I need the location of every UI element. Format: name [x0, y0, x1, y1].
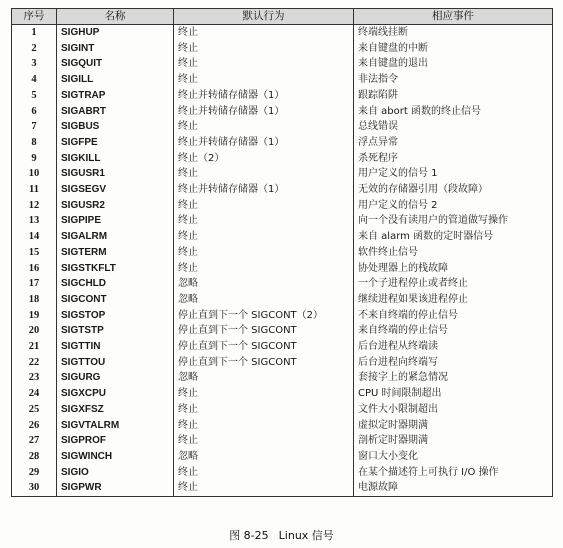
- signal-number: 25: [12, 402, 57, 418]
- signal-event: 软件终止信号: [354, 245, 553, 261]
- signal-default-action: 终止: [174, 119, 354, 135]
- signal-default-action: 忽略: [174, 449, 354, 465]
- table-row: [12, 402, 553, 418]
- signal-number: 23: [12, 370, 57, 386]
- signal-default-action: 终止: [174, 213, 354, 229]
- signal-event: 一个子进程停止或者终止: [354, 276, 553, 292]
- signal-name: SIGTERM: [57, 245, 174, 261]
- table-row: [12, 276, 553, 292]
- signal-default-action: 终止并转储存储器（1）: [174, 88, 354, 104]
- signal-name: SIGCONT: [57, 292, 174, 308]
- signal-event: 杀死程序: [354, 151, 553, 167]
- header-number: 序号: [12, 9, 57, 25]
- table-row: [12, 339, 553, 355]
- signal-name: SIGUSR1: [57, 166, 174, 182]
- table-row: [12, 418, 553, 434]
- signal-event: 用户定义的信号 2: [354, 198, 553, 214]
- table-row: [12, 433, 553, 449]
- signal-name: SIGBUS: [57, 119, 174, 135]
- signal-table-body: [12, 25, 553, 497]
- signal-default-action: 终止: [174, 41, 354, 57]
- signal-number: 12: [12, 198, 57, 214]
- signal-number: 8: [12, 135, 57, 151]
- signal-number: 13: [12, 213, 57, 229]
- table-row: [12, 119, 553, 135]
- signal-number: 29: [12, 465, 57, 481]
- signal-default-action: 终止: [174, 198, 354, 214]
- signal-event: 协处理器上的栈故障: [354, 261, 553, 277]
- signal-name: SIGQUIT: [57, 56, 174, 72]
- table-row: [12, 56, 553, 72]
- signal-event: 无效的存储器引用（段故障）: [354, 182, 553, 198]
- signal-name: SIGTTOU: [57, 355, 174, 371]
- figure-title: Linux 信号: [278, 529, 334, 542]
- table-row: [12, 166, 553, 182]
- table-row: [12, 261, 553, 277]
- table-row: [12, 323, 553, 339]
- header-event: 相应事件: [354, 9, 553, 25]
- signal-event: 后台进程从终端读: [354, 339, 553, 355]
- signal-event: 剖析定时器期满: [354, 433, 553, 449]
- signal-name: SIGXCPU: [57, 386, 174, 402]
- signal-default-action: 终止并转储存储器（1）: [174, 182, 354, 198]
- signal-default-action: 终止: [174, 25, 354, 41]
- signal-event: 不来自终端的停止信号: [354, 308, 553, 324]
- signal-default-action: 终止: [174, 402, 354, 418]
- signal-name: SIGVTALRM: [57, 418, 174, 434]
- signal-event: 向一个没有读用户的管道做写操作: [354, 213, 553, 229]
- signal-default-action: 停止直到下一个 SIGCONT（2）: [174, 308, 354, 324]
- signal-event: 跟踪陷阱: [354, 88, 553, 104]
- signal-default-action: 终止并转储存储器（1）: [174, 135, 354, 151]
- signal-name: SIGWINCH: [57, 449, 174, 465]
- signal-event: 来自 alarm 函数的定时器信号: [354, 229, 553, 245]
- signal-name: SIGINT: [57, 41, 174, 57]
- signal-number: 18: [12, 292, 57, 308]
- signal-number: 30: [12, 480, 57, 496]
- signal-number: 10: [12, 166, 57, 182]
- signal-number: 16: [12, 261, 57, 277]
- table-row: [12, 449, 553, 465]
- signal-number: 4: [12, 72, 57, 88]
- signal-default-action: 终止: [174, 418, 354, 434]
- signal-event: 非法指令: [354, 72, 553, 88]
- signal-default-action: 终止: [174, 386, 354, 402]
- signal-number: 19: [12, 308, 57, 324]
- signal-name: SIGSTKFLT: [57, 261, 174, 277]
- signal-event: 总线错误: [354, 119, 553, 135]
- signal-name: SIGILL: [57, 72, 174, 88]
- signal-default-action: 终止（2）: [174, 151, 354, 167]
- signal-name: SIGIO: [57, 465, 174, 481]
- signal-number: 27: [12, 433, 57, 449]
- signal-number: 14: [12, 229, 57, 245]
- signal-number: 7: [12, 119, 57, 135]
- table-row: [12, 229, 553, 245]
- signal-event: 继续进程如果该进程停止: [354, 292, 553, 308]
- table-row: [12, 465, 553, 481]
- table-row: [12, 135, 553, 151]
- signal-number: 3: [12, 56, 57, 72]
- header-default-action: 默认行为: [174, 9, 354, 25]
- signal-default-action: 终止: [174, 480, 354, 496]
- table-row: [12, 72, 553, 88]
- signal-name: SIGSTOP: [57, 308, 174, 324]
- table-row: [12, 480, 553, 496]
- table-row: [12, 151, 553, 167]
- signal-event: 终端线挂断: [354, 25, 553, 41]
- signal-default-action: 终止: [174, 261, 354, 277]
- figure-number: 图 8-25: [229, 529, 269, 542]
- signal-default-action: 停止直到下一个 SIGCONT: [174, 323, 354, 339]
- signal-event: CPU 时间限制超出: [354, 386, 553, 402]
- figure-caption: [0, 527, 563, 543]
- table-header-row: [12, 9, 553, 25]
- signal-name: SIGCHLD: [57, 276, 174, 292]
- signal-number: 24: [12, 386, 57, 402]
- signal-number: 11: [12, 182, 57, 198]
- signal-event: 来自键盘的中断: [354, 41, 553, 57]
- header-name: 名称: [57, 9, 174, 25]
- signal-number: 28: [12, 449, 57, 465]
- signal-default-action: 忽略: [174, 276, 354, 292]
- signal-name: SIGURG: [57, 370, 174, 386]
- signal-name: SIGXFSZ: [57, 402, 174, 418]
- signal-number: 21: [12, 339, 57, 355]
- signal-default-action: 终止并转储存储器（1）: [174, 104, 354, 120]
- table-row: [12, 292, 553, 308]
- signal-default-action: 终止: [174, 229, 354, 245]
- signal-number: 20: [12, 323, 57, 339]
- signal-name: SIGHUP: [57, 25, 174, 41]
- signal-name: SIGTRAP: [57, 88, 174, 104]
- signal-name: SIGALRM: [57, 229, 174, 245]
- signal-default-action: 终止: [174, 433, 354, 449]
- signal-default-action: 忽略: [174, 370, 354, 386]
- table-row: [12, 355, 553, 371]
- table-row: [12, 198, 553, 214]
- signal-event: 虚拟定时器期满: [354, 418, 553, 434]
- signal-event: 来自键盘的退出: [354, 56, 553, 72]
- signal-event: 来自 abort 函数的终止信号: [354, 104, 553, 120]
- signal-event: 电源故障: [354, 480, 553, 496]
- signal-name: SIGPWR: [57, 480, 174, 496]
- signal-default-action: 停止直到下一个 SIGCONT: [174, 355, 354, 371]
- signal-name: SIGKILL: [57, 151, 174, 167]
- signal-event: 文件大小限制超出: [354, 402, 553, 418]
- signal-default-action: 终止: [174, 56, 354, 72]
- signal-default-action: 终止: [174, 465, 354, 481]
- signal-default-action: 停止直到下一个 SIGCONT: [174, 339, 354, 355]
- signal-default-action: 忽略: [174, 292, 354, 308]
- table-row: [12, 245, 553, 261]
- signal-name: SIGFPE: [57, 135, 174, 151]
- signal-event: 套接字上的紧急情况: [354, 370, 553, 386]
- signal-default-action: 终止: [174, 166, 354, 182]
- signal-number: 22: [12, 355, 57, 371]
- signal-number: 17: [12, 276, 57, 292]
- signal-number: 5: [12, 88, 57, 104]
- table-row: [12, 308, 553, 324]
- signal-event: 来自终端的停止信号: [354, 323, 553, 339]
- table-row: [12, 41, 553, 57]
- signal-name: SIGPROF: [57, 433, 174, 449]
- signal-event: 用户定义的信号 1: [354, 166, 553, 182]
- signal-name: SIGTTIN: [57, 339, 174, 355]
- signal-default-action: 终止: [174, 245, 354, 261]
- table-row: [12, 213, 553, 229]
- signal-name: SIGPIPE: [57, 213, 174, 229]
- signal-event: 在某个描述符上可执行 I/O 操作: [354, 465, 553, 481]
- signal-event: 后台进程向终端写: [354, 355, 553, 371]
- signal-name: SIGTSTP: [57, 323, 174, 339]
- signal-number: 9: [12, 151, 57, 167]
- signal-table: [11, 8, 553, 497]
- signal-number: 15: [12, 245, 57, 261]
- signal-name: SIGSEGV: [57, 182, 174, 198]
- signal-name: SIGABRT: [57, 104, 174, 120]
- table-row: [12, 182, 553, 198]
- signal-event: 浮点异常: [354, 135, 553, 151]
- table-row: [12, 88, 553, 104]
- table-row: [12, 370, 553, 386]
- table-row: [12, 104, 553, 120]
- signal-name: SIGUSR2: [57, 198, 174, 214]
- signal-event: 窗口大小变化: [354, 449, 553, 465]
- signal-default-action: 终止: [174, 72, 354, 88]
- signal-number: 2: [12, 41, 57, 57]
- table-row: [12, 386, 553, 402]
- signal-number: 26: [12, 418, 57, 434]
- table-row: [12, 25, 553, 41]
- signal-number: 6: [12, 104, 57, 120]
- signal-number: 1: [12, 25, 57, 41]
